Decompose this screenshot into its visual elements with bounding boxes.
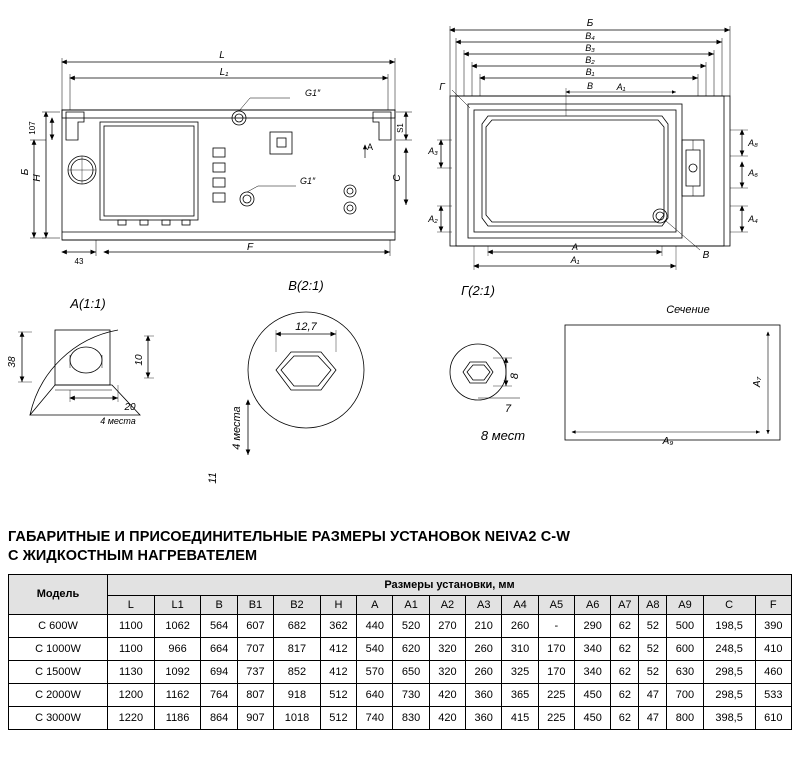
cell-value: 1220 [108,706,155,729]
cell-value: 800 [667,706,703,729]
detail-a-title: A(1:1) [70,296,106,311]
cell-value: 170 [538,637,574,660]
cell-value: 730 [393,683,429,706]
cell-value: 533 [755,683,791,706]
cell-value: 225 [538,683,574,706]
header-col-H: H [320,595,356,614]
table-header-row-1 [9,574,792,595]
cell-value: 62 [611,637,639,660]
dim-8-places: 8 мест [480,428,526,443]
cell-model: C 1000W [9,637,108,660]
label-L: L [219,50,225,61]
cell-value: 210 [466,614,502,637]
cell-value: 62 [611,660,639,683]
cell-value: 198,5 [703,614,755,637]
label-thread-1: G1″ [305,88,321,98]
header-col-A: A [357,595,393,614]
cell-value: 664 [201,637,237,660]
label-B0: В [586,81,594,91]
cell-value: 694 [201,660,237,683]
table-row [9,683,792,706]
cell-value: 1186 [154,706,201,729]
cell-value: 650 [393,660,429,683]
cell-value: 52 [639,660,667,683]
cell-value: 1100 [108,614,155,637]
cell-model: C 1500W [9,660,108,683]
header-col-A8: A8 [639,595,667,614]
cell-value: 610 [755,706,791,729]
cell-value: 520 [393,614,429,637]
header-col-F: F [755,595,791,614]
cell-value: 310 [502,637,538,660]
header-col-A3: A3 [466,595,502,614]
cell-value: 420 [429,706,465,729]
cell-value: 248,5 [703,637,755,660]
header-col-A4: A4 [502,595,538,614]
cell-value: 420 [429,683,465,706]
dim-20: 20 [124,402,136,413]
header-model: Модель [9,574,108,614]
cell-value: 852 [274,660,321,683]
cell-value: 320 [429,660,465,683]
cell-value: - [538,614,574,637]
cell-value: 864 [201,706,237,729]
label-43: 43 [74,257,84,266]
cell-value: 290 [575,614,611,637]
detail-g-title: Г(2:1) [461,283,495,298]
cell-value: 360 [466,706,502,729]
cell-value: 225 [538,706,574,729]
header-col-L1: L1 [154,595,201,614]
label-B3: В₃ [585,43,595,53]
dim-8: 8 [509,372,521,380]
label-A6: А₆ [748,168,758,178]
dimensions-table [8,574,792,730]
cell-model: C 600W [9,614,108,637]
label-C-front: C [392,174,403,182]
cell-value: 740 [357,706,393,729]
cell-value: 1092 [154,660,201,683]
cell-value: 365 [502,683,538,706]
cell-value: 47 [639,683,667,706]
cell-value: 260 [502,614,538,637]
cell-value: 450 [575,683,611,706]
table-row [9,706,792,729]
cell-value: 817 [274,637,321,660]
label-B1: В₁ [585,67,595,77]
cell-value: 460 [755,660,791,683]
cell-model: C 2000W [9,683,108,706]
label-section-A: A [366,142,374,152]
cell-value: 260 [466,637,502,660]
cell-value: 340 [575,660,611,683]
cell-value: 62 [611,706,639,729]
cell-value: 540 [357,637,393,660]
cell-value: 362 [320,614,356,637]
label-L1: L₁ [219,67,229,78]
header-col-B2: B2 [274,595,321,614]
header-group: Размеры установки, мм [108,574,792,595]
label-107: 107 [28,121,37,135]
dim-12-7: 12,7 [295,321,317,333]
cell-value: 1130 [108,660,155,683]
cell-value: 412 [320,637,356,660]
label-A3: А₃ [428,146,438,156]
cell-value: 298,5 [703,683,755,706]
cell-value: 600 [667,637,703,660]
table-row [9,660,792,683]
cell-value: 412 [320,660,356,683]
dim-11: 11 [207,472,219,484]
section-title: Сечение [666,304,710,316]
header-col-B: B [201,595,237,614]
label-A1-top: А₁ [616,82,626,92]
cell-value: 415 [502,706,538,729]
cell-value: 640 [357,683,393,706]
cell-value: 320 [429,637,465,660]
header-col-A1: A1 [393,595,429,614]
cell-value: 512 [320,706,356,729]
page-title [0,520,800,570]
label-B-top: Б [586,18,594,29]
cell-value: 410 [755,637,791,660]
cell-value: 700 [667,683,703,706]
cell-value: 764 [201,683,237,706]
cell-value: 620 [393,637,429,660]
cell-value: 707 [237,637,273,660]
label-G-mark: Г [439,82,445,93]
cell-value: 1162 [154,683,201,706]
header-col-B1: B1 [237,595,273,614]
cell-value: 340 [575,637,611,660]
cell-value: 450 [575,706,611,729]
label-A4: А₄ [748,214,758,224]
dim-38: 38 [7,356,18,368]
table-header-row-2 [9,595,792,614]
cell-model: C 3000W [9,706,108,729]
cell-value: 500 [667,614,703,637]
cell-value: 570 [357,660,393,683]
cell-value: 298,5 [703,660,755,683]
cell-value: 682 [274,614,321,637]
dim-4-places-b: 4 места [231,406,243,450]
cell-value: 737 [237,660,273,683]
cell-value: 564 [201,614,237,637]
header-col-A7: A7 [611,595,639,614]
detail-b-title: В(2:1) [288,278,324,293]
cell-value: 830 [393,706,429,729]
cell-value: 52 [639,614,667,637]
label-F-front: F [246,242,254,253]
cell-value: 512 [320,683,356,706]
label-A-top: А [571,242,579,252]
cell-value: 1062 [154,614,201,637]
header-col-A2: A2 [429,595,465,614]
label-B2: В₂ [585,55,595,65]
title-line-2: С ЖИДКОСТНЫМ НАГРЕВАТЕЛЕМ [8,547,258,564]
cell-value: 607 [237,614,273,637]
label-B-detail-mark: В [702,250,710,261]
title-line-1: ГАБАРИТНЫЕ И ПРИСОЕДИНИТЕЛЬНЫЕ РАЗМЕРЫ УСТАНОВОК NEIVA2 C-W [8,529,570,545]
cell-value: 170 [538,660,574,683]
cell-value: 360 [466,683,502,706]
table-row [9,637,792,660]
cell-value: 52 [639,637,667,660]
cell-value: 907 [237,706,273,729]
label-B4: В₄ [585,31,595,41]
cell-value: 47 [639,706,667,729]
cell-value: 270 [429,614,465,637]
cell-value: 62 [611,683,639,706]
header-col-L: L [108,595,155,614]
label-A1-bottom: А₁ [570,255,580,265]
table-row [9,614,792,637]
dim-7: 7 [504,403,512,415]
header-col-A9: A9 [667,595,703,614]
cell-value: 260 [466,660,502,683]
header-col-C: C [703,595,755,614]
cell-value: 807 [237,683,273,706]
cell-value: 1100 [108,637,155,660]
cell-value: 390 [755,614,791,637]
label-S1: S1 [396,123,405,133]
cell-value: 630 [667,660,703,683]
label-A9-section: А₉ [662,436,674,447]
cell-value: 966 [154,637,201,660]
cell-value: 325 [502,660,538,683]
label-A7-section: А₇ [752,376,763,388]
label-B-front: Б [20,168,31,176]
cell-value: 1200 [108,683,155,706]
dim-10: 10 [134,354,145,366]
label-thread-2: G1″ [300,176,316,186]
cell-value: 398,5 [703,706,755,729]
cell-value: 1018 [274,706,321,729]
label-A2: А₂ [428,214,438,224]
header-col-A5: A5 [538,595,574,614]
label-A8: А₈ [748,138,758,148]
cell-value: 440 [357,614,393,637]
label-H: H [32,174,43,182]
cell-value: 62 [611,614,639,637]
header-col-A6: A6 [575,595,611,614]
dim-4-places-a: 4 места [100,416,136,426]
cell-value: 918 [274,683,321,706]
